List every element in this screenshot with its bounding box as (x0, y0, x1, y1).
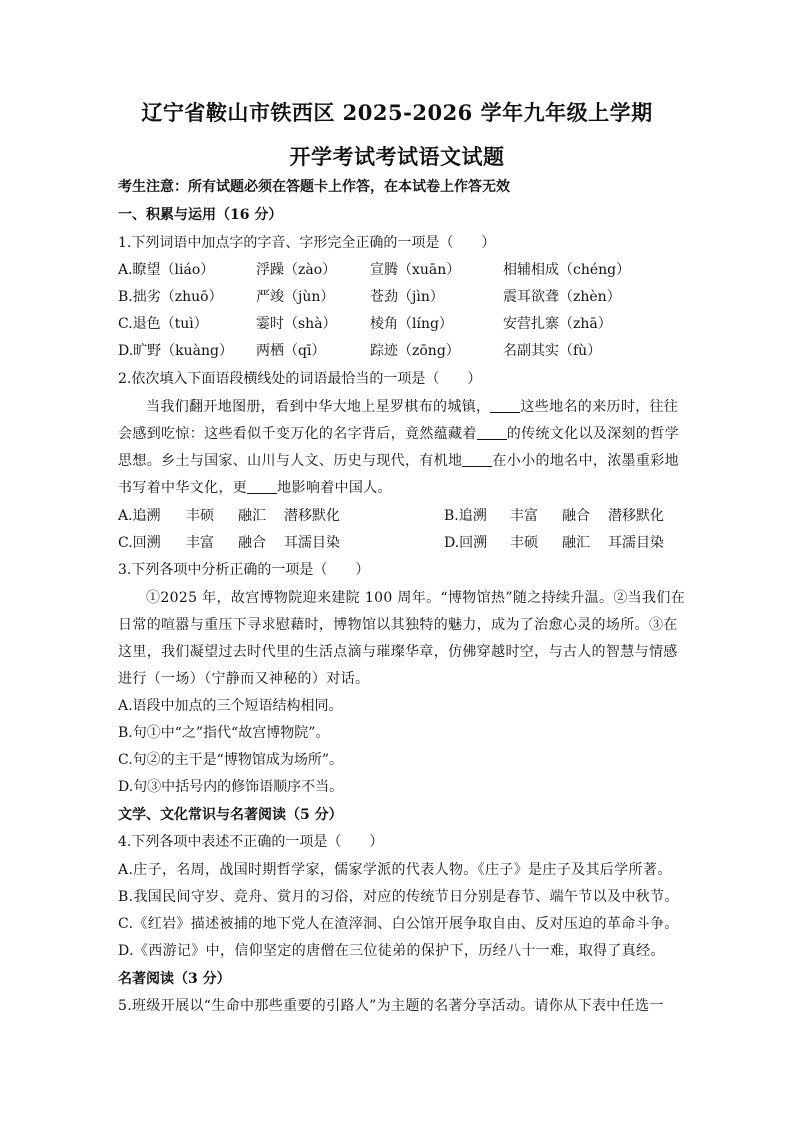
passage-text: 思想。乡土与国家、山川与人文、历史与现代，有机地 (118, 453, 463, 469)
q1-option-a-2: 浮躁（zào） (256, 262, 337, 278)
question-3-option: C.句②的主干是“博物馆成为场所”。 (118, 752, 343, 768)
passage-text: 在小小的地名中，浓墨重彩地 (492, 453, 679, 469)
q1-option-a-4: 相辅相成（chéng） (503, 262, 631, 278)
section-heading-3: 名著阅读（3 分） (118, 971, 231, 987)
q2-option-a: A.追溯 (118, 508, 161, 524)
exam-title-line2: 开学考试考试语文试题 (289, 144, 505, 169)
section-heading-1: 一、积累与运用（16 分） (118, 207, 283, 223)
q2-option-c: C.回溯 (118, 535, 161, 551)
q2-option-a-4: 潜移默化 (284, 508, 340, 524)
q2-option-d-3: 融汇 (562, 535, 590, 551)
q1-option-a-1: A.瞭望（liáo） (118, 262, 215, 278)
question-4-option: C.《红岩》描述被捕的地下党人在渣滓洞、白公馆开展争取自由、反对压迫的革命斗争。 (118, 916, 679, 932)
q2-option-b-4: 潜移默化 (608, 508, 664, 524)
q1-option-d-4: 名副其实（fù） (503, 343, 602, 359)
q1-option-d-1: D.旷野（kuàng） (118, 343, 234, 359)
exam-title-line1: 辽宁省鞍山市铁西区 2025-2026 学年九年级上学期 (141, 100, 653, 125)
question-4-stem: 4.下列各项中表述不正确的一项是（ ） (118, 834, 384, 850)
q1-option-d-2: 两栖（qī） (256, 343, 326, 359)
q2-option-c-4: 耳濡目染 (284, 535, 340, 551)
passage-text: 当我们翻开地图册，看到中华大地上星罗棋布的城镇， (146, 399, 491, 415)
q1-option-b-4: 震耳欲聋（zhèn） (503, 289, 621, 305)
fill-blank (490, 398, 520, 413)
question-3-passage-line: 进行（一场）（宁静而又神秘的）对话。 (118, 671, 370, 687)
passage-text: 这些地名的来历时，往往 (520, 399, 679, 415)
q2-option-c-2: 丰富 (186, 535, 214, 551)
q2-option-d-4: 耳濡目染 (608, 535, 664, 551)
q2-option-c-3: 融合 (238, 535, 266, 551)
passage-text: 的传统文化以及深刻的哲学 (506, 426, 679, 442)
question-3-option: B.句①中“之”指代“故宫博物院”。 (118, 725, 330, 741)
q1-option-a-3: 宣腾（xuān） (370, 262, 461, 278)
question-3-option: D.句③中括号内的修饰语顺序不当。 (118, 779, 344, 795)
q2-option-d: D.回溯 (444, 535, 488, 551)
question-4-option: B.我国民间守岁、竞舟、赏月的习俗，对应的传统节日分别是春节、端午节以及中秋节。 (118, 889, 679, 905)
q1-option-c-2: 霎时（shà） (256, 316, 337, 332)
question-2-passage-line (118, 451, 678, 471)
q1-option-c-3: 棱角（líng） (370, 316, 453, 332)
question-4-option: D.《西游记》中，信仰坚定的唐僧在三位徒弟的保护下，历经八十一难，取得了真经。 (118, 943, 665, 959)
question-2-passage-line (118, 424, 678, 444)
question-3-passage-line: 日常的喧嚣与重压下寻求慰藉时，博物馆以其独特的魅力，成为了治愈心灵的场所。③在 (118, 617, 678, 633)
q2-option-d-2: 丰硕 (510, 535, 538, 551)
question-3-stem: 3.下列各项中分析正确的一项是（ ） (118, 562, 370, 578)
q1-option-b-1: B.拙劣（zhuō） (118, 289, 223, 305)
fill-blank (477, 425, 507, 440)
candidate-notice: 考生注意：所有试题必须在答题卡上作答，在本试卷上作答无效 (118, 179, 510, 195)
q1-option-c-1: C.退色（tuì） (118, 316, 208, 332)
passage-text: 会感到吃惊：这些看似千变万化的名字背后，竟然蕴藏着 (118, 426, 477, 442)
question-4-option: A.庄子，名周，战国时期哲学家，儒家学派的代表人物。《庄子》是庄子及其后学所著。 (118, 862, 672, 878)
fill-blank (247, 479, 277, 494)
passage-text: 书写着中华文化，更 (118, 480, 248, 496)
q1-option-b-3: 苍劲（jìn） (370, 289, 444, 305)
fill-blank (462, 452, 492, 467)
section-heading-2: 文学、文化常识与名著阅读（5 分） (118, 807, 343, 823)
q2-option-b-2: 丰富 (510, 508, 538, 524)
question-3-passage-line: 这里，我们凝望过去时代里的生活点滴与璀璨华章，仿佛穿越时空，与古人的智慧与情感 (118, 644, 678, 660)
q1-option-d-3: 踪迹（zōng） (370, 343, 460, 359)
question-2-passage-line (146, 397, 706, 417)
q1-option-c-4: 安营扎寨（zhā） (503, 316, 612, 332)
q2-option-b: B.追溯 (444, 508, 487, 524)
question-3-option: A.语段中加点的三个短语结构相同。 (118, 698, 343, 714)
question-1-stem: 1.下列词语中加点字的字音、字形完全正确的一项是（ ） (118, 235, 496, 251)
question-2-passage-line (118, 478, 678, 498)
passage-text: 地影响着中国人。 (277, 480, 392, 496)
question-3-passage-line: ①2025 年，故宫博物院迎来建院 100 周年。“博物馆热”随之持续升温。②当我们在 (146, 590, 686, 606)
question-2-stem: 2.依次填入下面语段横线处的词语最恰当的一项是（ ） (118, 371, 482, 387)
q2-option-a-3: 融汇 (238, 508, 266, 524)
q2-option-b-3: 融合 (562, 508, 590, 524)
question-5-stem: 5.班级开展以“生命中那些重要的引路人”为主题的名著分享活动。请你从下表中任选一 (118, 998, 664, 1014)
q2-option-a-2: 丰硕 (186, 508, 214, 524)
q1-option-b-2: 严竣（jùn） (256, 289, 335, 305)
